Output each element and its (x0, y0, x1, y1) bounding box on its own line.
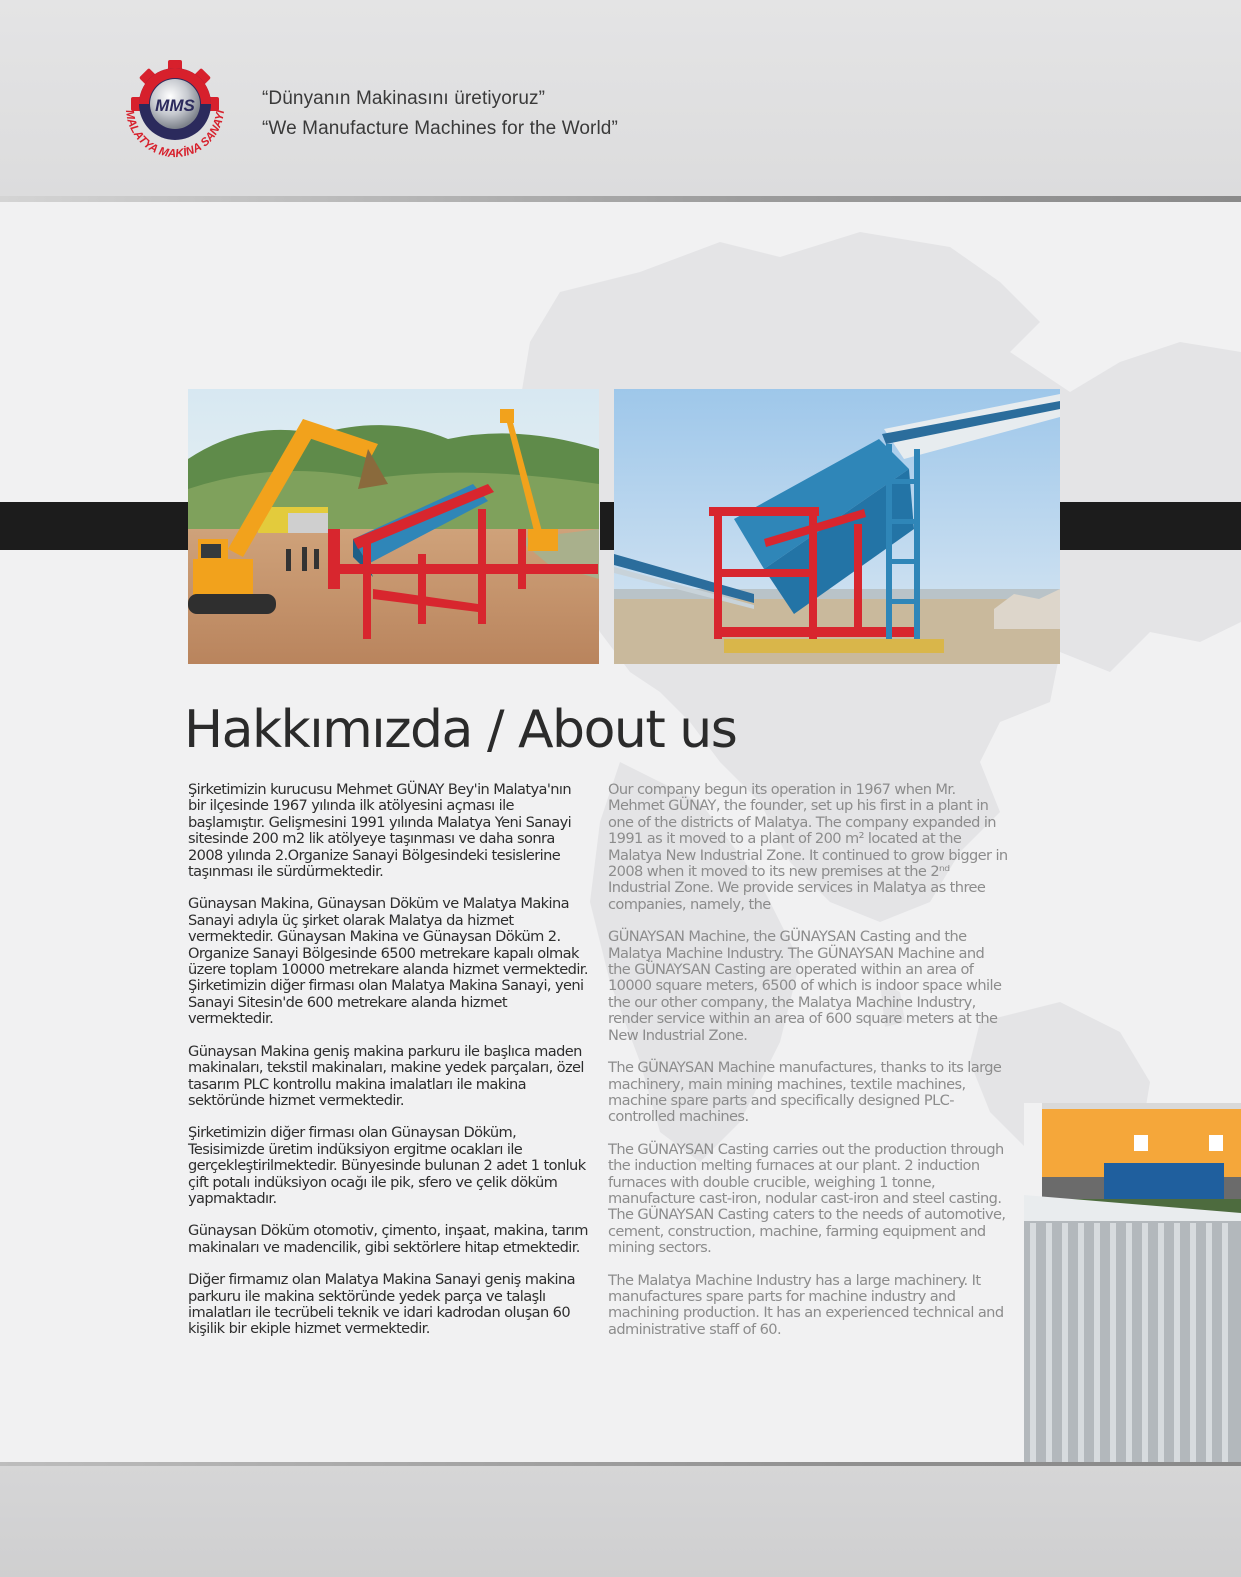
footer-rule (0, 1462, 1241, 1466)
about-text-english (608, 782, 1010, 1354)
paragraph: The GÜNAYSAN Casting carries out the production through the induction melting furnaces at our plant. 2 induction furnaces with double crucible, weighing 1 tonne, manufacture cast-iron, nodular cast-iron and steel casting. The GÜNAYSAN Casting caters to the needs of automotive, cement, construction, machine, farming equipment and mining sectors. (608, 1140, 1006, 1257)
paragraph: GÜNAYSAN Machine, the GÜNAYSAN Casting and the Malatya Machine Industry. The GÜNAYSAN Machine and the GÜNAYSAN Casting are operated within an area of 10000 square meters, 6500 of which is indoor space while the our other company, the Malatya Machine Industry, render service within an area of 600 square meters at the New Industrial Zone. (608, 928, 1002, 1044)
photo-vibrating-screen (614, 389, 1060, 664)
paragraph: The Malatya Machine Industry has a large machinery. It manufactures spare parts for machine industry and machining production. It has an experienced technical and administrative staff of 60. (608, 1271, 1004, 1338)
svg-text:MALATYA MAKİNA SANAYİ: MALATYA MAKİNA SANAYİ (122, 109, 227, 161)
slogan-turkish: “Dünyanın Makinasını üretiyoruz” (262, 88, 546, 109)
vibrating-screen-image (614, 389, 1060, 664)
mms-logo (112, 58, 238, 166)
photo-factory-building (1024, 1103, 1241, 1466)
black-band-right (1058, 502, 1241, 550)
paragraph: Şirketimizin diğer firması olan Günaysan Döküm, Tesisimizde üretim indüksiyon ergitme ocakları ile gerçekleştirilmektedir. Bünyesinde bulunan 2 adet 1 tonluk çift potalı indüksiyon ocağı ile pik, sfero ve çelik döküm yapmaktadır. (188, 1124, 586, 1207)
svg-text:MMS: MMS (155, 96, 195, 115)
paragraph: Diğer firmamız olan Malatya Makina Sanayi geniş makina parkuru ile makina sektöründe yedek parça ve talaşlı imalatları ile tecrübeli teknik ve idari kadrodan oluşan 60 kişilik bir ekiple hizmet vermektedir. (188, 1271, 575, 1338)
slogan-english: “We Manufacture Machines for the World” (262, 118, 618, 139)
screening-plant-image (188, 389, 599, 664)
paragraph: Günaysan Makina geniş makina parkuru ile başlıca maden makinaları, tekstil makinaları, makine yedek parçaları, özel tasarım PLC kontrollu makina imalatları ile makina sektöründe hizmet vermektedir. (188, 1042, 584, 1109)
about-text-turkish (188, 782, 590, 1354)
paragraph: Günaysan Döküm otomotiv, çimento, inşaat, makina, tarım makinaları ve madencilik, gibi sektörlere hitap etmektedir. (188, 1222, 588, 1256)
black-band-left (0, 502, 188, 550)
factory-building-image (1024, 1103, 1241, 1466)
page-title: Hakkımızda / About us (184, 700, 737, 760)
photo-screening-plant (188, 389, 599, 664)
footer (0, 1462, 1241, 1577)
black-band-middle (600, 502, 614, 550)
gear-logo-icon (112, 58, 238, 166)
paragraph: Şirketimizin kurucusu Mehmet GÜNAY Bey'in Malatya'nın bir ilçesinde 1967 yılında ilk atölyesini açması ile başlamıştır. Gelişmesini 1991 yılında Malatya Yeni Sanayi sitesinde 200 m2 lik atölyeye taşınması ve daha sonra 2008 yılında 2.Organize Sanayi Bölgesindeki tesislerine taşınması ile sürdürmektedir. (188, 781, 572, 881)
paragraph: The GÜNAYSAN Machine manufactures, thanks to its large machinery, main mining machines, textile machines, machine spare parts and specifically designed PLC-controlled machines. (608, 1059, 1002, 1126)
paragraph: Günaysan Makina, Günaysan Döküm ve Malatya Makina Sanayi adıyla üç şirket olarak Malatya da hizmet vermektedir. Günaysan Makina ve Günaysan Döküm 2. Organize Sanayi Bölgesinde 6500 metrekare kapalı olmak üzere toplam 10000 metrekare alanda hizmet vermektedir. Şirketimizin diğer firması olan Malatya Makina Sanayi, yeni Sanayi Sitesin'de 600 metrekare alanda hizmet vermektedir. (188, 895, 588, 1028)
paragraph: Our company begun its operation in 1967 when Mr. Mehmet GÜNAY, the founder, set up his first in a plant in one of the districts of Malatya. The company expanded in 1991 as it moved to a plant of 200 m² located at the Malatya New Industrial Zone. It continued to grow bigger in 2008 when it moved to its new premises at the 2ⁿᵈ Industrial Zone. We provide services in Malatya as three companies, namely, the (608, 781, 1008, 913)
